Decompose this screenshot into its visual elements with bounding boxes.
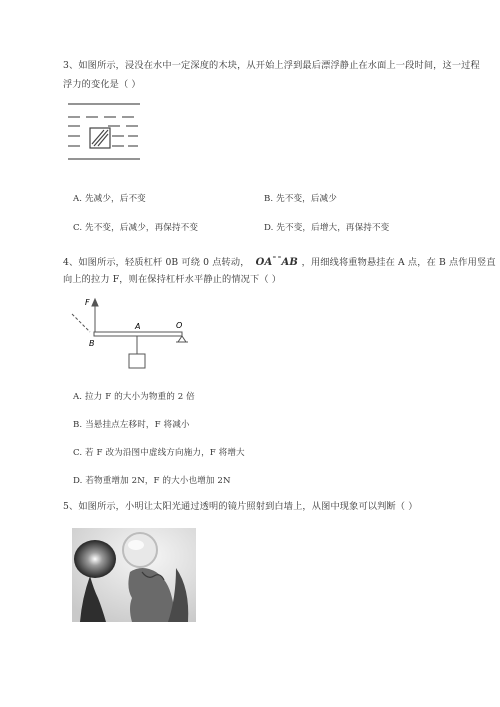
question-5 [63, 498, 493, 515]
question-3-option-d[interactable]: D. 先不变，后增大，再保持不变 [264, 223, 390, 233]
question-4 [63, 250, 496, 288]
question-3-stem-line2: 浮力的变化是（ ） [63, 79, 141, 90]
question-3-option-c[interactable]: C. 先不变，后减少，再保持不变 [73, 223, 199, 233]
label-f: F [85, 298, 90, 307]
ratio-formula: OA⁼ ⁼AB [255, 254, 298, 268]
wooden-block [90, 128, 110, 148]
question-3-option-a[interactable]: A. 先减少，后不变 [73, 194, 146, 204]
question-4-option-c[interactable]: C. 若 F 改为沿图中虚线方向施力，F 将增大 [73, 448, 245, 458]
question-4-option-b[interactable]: B. 当悬挂点左移时，F 将减小 [73, 420, 190, 430]
question-4-option-a[interactable]: A. 拉力 F 的大小为物重的 2 倍 [73, 392, 195, 402]
hanging-weight [129, 354, 145, 368]
lever-figure [68, 294, 198, 374]
water-block-figure [68, 100, 148, 170]
label-a: A [135, 322, 141, 331]
question-4-stem-line1: 4、如图所示，轻质杠杆 0B 可绕 0 点转动， OA⁼ ⁼AB ，用细线将重物悬挂在 A 点，在 B 点作用竖直 [63, 254, 496, 268]
question-5-stem-line1: 5、如图所示，小明让太阳光通过透明的镜片照射到白墙上，从图中现象可以判断（ ） [63, 501, 418, 512]
lever-bar [94, 332, 182, 336]
pivot-o [178, 336, 186, 342]
question-3-stem-line1: 3、如图所示，浸没在水中一定深度的木块，从开始上浮到最后漂浮静止在水面上一段时间，这一过程 [63, 60, 480, 71]
label-b: B [89, 339, 95, 348]
question-3 [63, 57, 483, 93]
question-4-option-d[interactable]: D. 若物重增加 2N，F 的大小也增加 2N [73, 476, 231, 486]
question-3-option-b[interactable]: B. 先不变，后减少 [264, 194, 337, 204]
label-o: O [176, 321, 183, 330]
dashed-force-line [72, 314, 90, 332]
magnifying-lens [123, 533, 157, 567]
question-4-stem-line2: 向上的拉力 F，则在保持杠杆水平静止的情况下（ ） [63, 274, 282, 285]
lens-photo [72, 528, 196, 622]
